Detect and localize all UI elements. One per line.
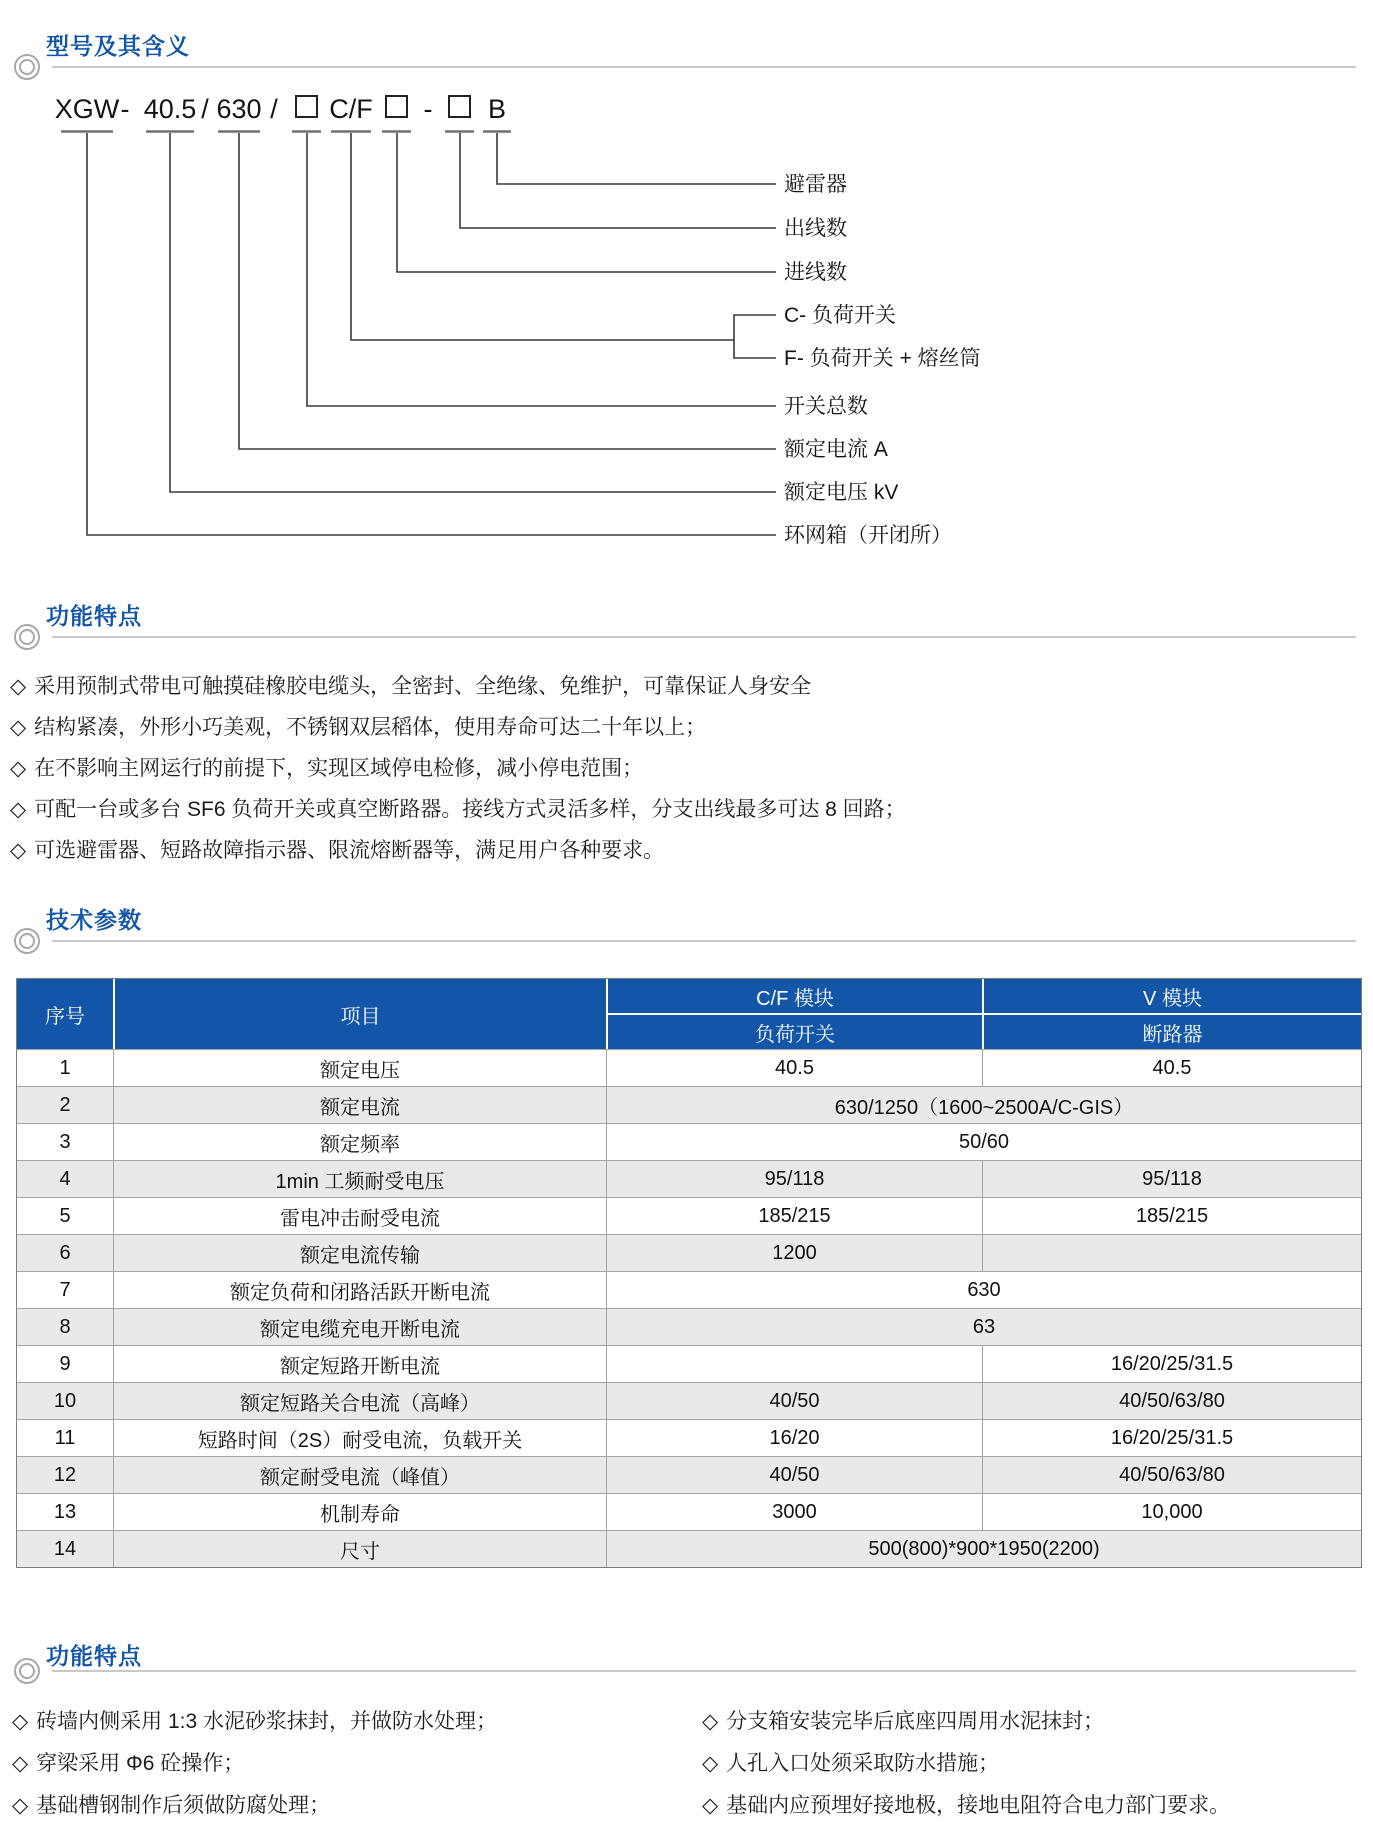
table-row [17,1271,1361,1308]
column-header-cf-module: C/F 模块 [606,979,982,1013]
bullet-text: 可配一台或多台 SF6 负荷开关或真空断路器。接线方式灵活多样，分支出线最多可达 8 回路； [34,798,906,821]
model-designation-diagram [0,0,1373,620]
diamond-bullet-icon: ◇ [12,1794,29,1817]
table-row [17,1308,1361,1345]
cell-merged: 630/1250（1600~2500A/C-GIS） [606,1086,1361,1123]
technical-parameters-table [16,978,1362,1568]
section-title-params: 技术参数 [46,907,142,933]
table-row [17,1419,1361,1456]
cell-no: 13 [17,1493,113,1530]
bullet-text: 结构紧凑，外形小巧美观，不锈钢双层稻体，使用寿命可达二十年以上； [34,716,707,739]
cell-cf: 40/50 [606,1456,982,1493]
cell-cf: 95/118 [606,1160,982,1197]
cell-cf [606,1345,982,1382]
diagram-label-switch-total: 开关总数 [784,395,868,418]
cell-no: 11 [17,1419,113,1456]
diamond-bullet-icon: ◇ [702,1752,719,1775]
cell-v [982,1234,1361,1271]
table-row [17,1234,1361,1271]
cell-item: 额定频率 [113,1123,606,1160]
diagram-label-ring-box: 环网箱（开闭所） [784,524,952,547]
rule-line [52,636,1356,638]
section-rule [14,927,1356,955]
cell-no: 8 [17,1308,113,1345]
bullet-text: 基础内应预埋好接地极，接地电阻符合电力部门要求。 [726,1794,1231,1817]
cell-merged: 630 [606,1271,1361,1308]
cell-merged: 500(800)*900*1950(2200) [606,1530,1361,1567]
model-token-b: B [487,94,507,124]
cell-item: 机制寿命 [113,1493,606,1530]
section-rule [14,1657,1356,1685]
section-title-features1: 功能特点 [46,603,142,629]
cell-no: 4 [17,1160,113,1197]
cell-item: 额定负荷和闭路活跃开断电流 [113,1271,606,1308]
column-header-load-switch: 负荷开关 [606,1013,982,1049]
bullet-text: 穿梁采用 Φ6 砼操作； [36,1752,245,1775]
table-row [17,1382,1361,1419]
model-separator: / [270,94,278,124]
cell-cf: 40/50 [606,1382,982,1419]
cell-merged: 50/60 [606,1123,1361,1160]
diamond-bullet-icon: ◇ [12,1752,29,1775]
cell-no: 7 [17,1271,113,1308]
model-token-current: 630 [216,94,262,124]
model-token-voltage: 40.5 [143,94,197,124]
diamond-bullet-icon: ◇ [702,1794,719,1817]
diamond-bullet-icon: ◇ [10,757,27,780]
cell-item: 1min 工频耐受电压 [113,1160,606,1197]
model-separator: / [201,94,209,124]
cell-v: 185/215 [982,1197,1361,1234]
diamond-bullet-icon: ◇ [10,716,27,739]
cell-merged: 63 [606,1308,1361,1345]
table-row [17,1160,1361,1197]
cell-no: 5 [17,1197,113,1234]
section-rule [14,623,1356,651]
cell-cf: 3000 [606,1493,982,1530]
diagram-label-rated-voltage: 额定电压 kV [784,481,899,504]
bullet-text: 分支箱安装完毕后底座四周用水泥抹封； [726,1710,1105,1733]
diamond-bullet-icon: ◇ [10,675,27,698]
column-header-v-module: V 模块 [982,979,1361,1013]
bullet-text: 砖墙内侧采用 1:3 水泥砂浆抹封，并做防水处理； [36,1710,498,1733]
cell-item: 额定短路开断电流 [113,1345,606,1382]
model-separator: - [120,94,130,124]
cell-v: 16/20/25/31.5 [982,1419,1361,1456]
cell-v: 40/50/63/80 [982,1456,1361,1493]
bullet-text: 可选避雷器、短路故障指示器、限流熔断器等，满足用户各种要求。 [34,839,665,862]
table-row [17,1456,1361,1493]
model-token-cf: C/F [329,94,373,124]
cell-no: 3 [17,1123,113,1160]
cell-item: 额定短路关合电流（高峰） [113,1382,606,1419]
features1-list [10,666,906,871]
placeholder-box [296,96,317,117]
diagram-label-outgoing: 出线数 [784,217,847,240]
cell-item: 额定耐受电流（峰值） [113,1456,606,1493]
cell-cf: 40.5 [606,1049,982,1086]
list-item [702,1743,1230,1785]
list-item [10,830,906,871]
list-item [10,748,906,789]
list-item [10,789,906,830]
features2-right-list [702,1701,1230,1827]
diagram-label-f-switch: F- 负荷开关 + 熔丝筒 [784,347,981,370]
placeholder-box [449,96,470,117]
table-row [17,1530,1361,1567]
table-row [17,1493,1361,1530]
rule-line [52,1670,1356,1672]
cell-v: 95/118 [982,1160,1361,1197]
cell-cf: 1200 [606,1234,982,1271]
diamond-bullet-icon: ◇ [702,1710,719,1733]
cell-cf: 16/20 [606,1419,982,1456]
bullet-text: 采用预制式带电可触摸硅橡胶电缆头，全密封、全绝缘、免维护，可靠保证人身安全 [34,675,812,698]
diagram-label-arrester: 避雷器 [784,173,847,196]
diamond-bullet-icon: ◇ [10,798,27,821]
column-header-breaker: 断路器 [982,1013,1361,1049]
list-item [10,707,906,748]
list-item [12,1701,497,1743]
cell-item: 额定电流传输 [113,1234,606,1271]
cell-v: 40.5 [982,1049,1361,1086]
cell-no: 10 [17,1382,113,1419]
section-title-model: 型号及其含义 [46,33,190,59]
features2-left-list [12,1701,497,1827]
table-row [17,1197,1361,1234]
table-row [17,1345,1361,1382]
bullet-text: 基础槽钢制作后须做防腐处理； [36,1794,331,1817]
cell-no: 6 [17,1234,113,1271]
cell-item: 额定电缆充电开断电流 [113,1308,606,1345]
list-item [702,1785,1230,1827]
cell-v: 40/50/63/80 [982,1382,1361,1419]
table-row [17,1086,1361,1123]
diagram-label-c-switch: C- 负荷开关 [784,304,896,327]
model-separator: - [423,94,433,124]
placeholder-box [386,96,407,117]
diagram-label-incoming: 进线数 [784,261,847,284]
cell-no: 9 [17,1345,113,1382]
table-row [17,1049,1361,1086]
cell-item: 尺寸 [113,1530,606,1567]
cell-no: 14 [17,1530,113,1567]
table-row [17,1123,1361,1160]
cell-item: 额定电流 [113,1086,606,1123]
section-title-features2: 功能特点 [46,1643,142,1669]
bullet-text: 在不影响主网运行的前提下，实现区域停电检修，减小停电范围； [34,757,644,780]
cell-no: 1 [17,1049,113,1086]
rule-line [52,940,1356,942]
column-header-item: 项目 [113,979,606,1049]
cell-item: 短路时间（2S）耐受电流，负载开关 [113,1419,606,1456]
column-header-seq: 序号 [17,979,113,1049]
diamond-bullet-icon: ◇ [10,839,27,862]
model-token-xgw: XGW [54,94,120,124]
cell-no: 12 [17,1456,113,1493]
cell-no: 2 [17,1086,113,1123]
cell-cf: 185/215 [606,1197,982,1234]
cell-v: 16/20/25/31.5 [982,1345,1361,1382]
list-item [12,1743,497,1785]
double-ring-icon [14,928,40,954]
list-item [10,666,906,707]
diagram-label-rated-current: 额定电流 A [784,438,888,461]
double-ring-icon [14,624,40,650]
cell-item: 雷电冲击耐受电流 [113,1197,606,1234]
double-ring-icon [14,1658,40,1684]
cell-v: 10,000 [982,1493,1361,1530]
bullet-text: 人孔入口处须采取防水措施； [726,1752,1000,1775]
list-item [12,1785,497,1827]
diamond-bullet-icon: ◇ [12,1710,29,1733]
list-item [702,1701,1230,1743]
cell-item: 额定电压 [113,1049,606,1086]
